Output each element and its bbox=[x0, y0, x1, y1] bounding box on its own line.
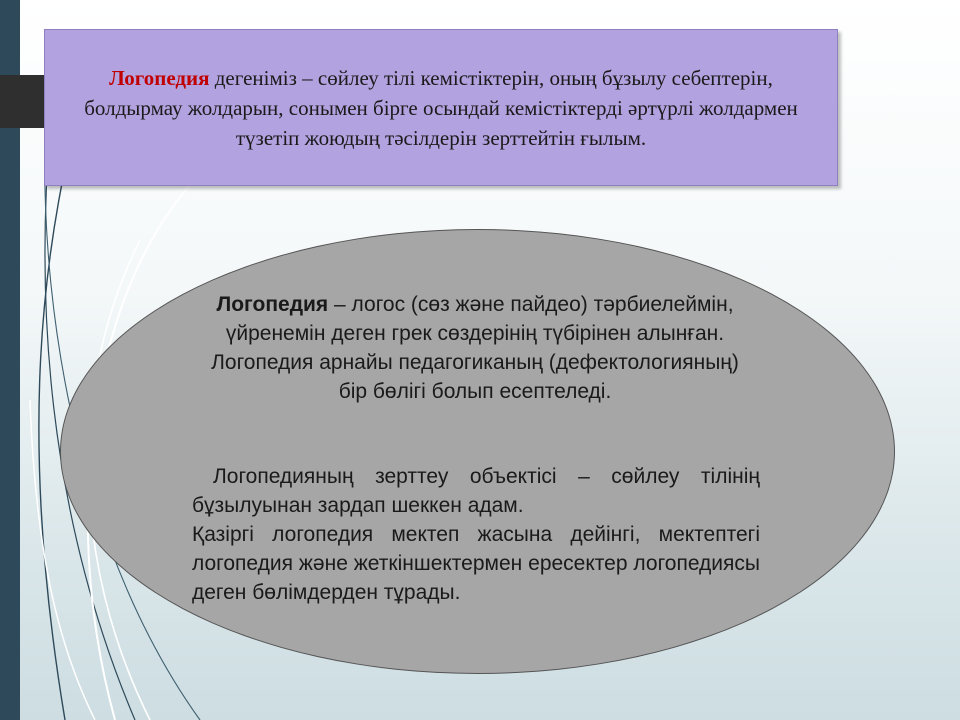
ellipse-term: Логопедия bbox=[216, 293, 329, 316]
ellipse-paragraph-etymology bbox=[195, 290, 755, 406]
definition-text bbox=[75, 63, 807, 153]
ellipse-paragraph-object bbox=[192, 462, 760, 607]
definition-term: Логопедия bbox=[109, 65, 210, 90]
ellipse-object-indent bbox=[192, 465, 213, 488]
ellipse-etymology-text: – логос (сөз және пайдео) тәрбиелеймін, үйренемін деген грек сөздерінің түбірінен алынған. Логопедия арнайы педагогиканың (дефектологияның) бір бөлігі болып есептеледі. bbox=[211, 293, 739, 403]
ellipse-sections-text: Қазіргі логопедия мектеп жасына дейінгі, мектептегі логопедия және жеткіншектермен ересектер логопедиясы деген бөлімдерден тұрады. bbox=[192, 523, 760, 604]
slide-left-block bbox=[0, 75, 46, 128]
definition-body: дегеніміз – сөйлеу тілі кемістіктерін, оның бұзылу себептерін, болдырмау жолдарын, сонымен бірге осындай кемістіктерді әртүрлі жолдармен түзетіп жоюдың тәсілдерін зерттейтін ғылым. bbox=[84, 65, 798, 150]
definition-box bbox=[44, 29, 838, 186]
ellipse-object-text: Логопедияның зерттеу объектісі – сөйлеу тілінің бұзылуынан зардап шеккен адам. bbox=[192, 465, 760, 517]
